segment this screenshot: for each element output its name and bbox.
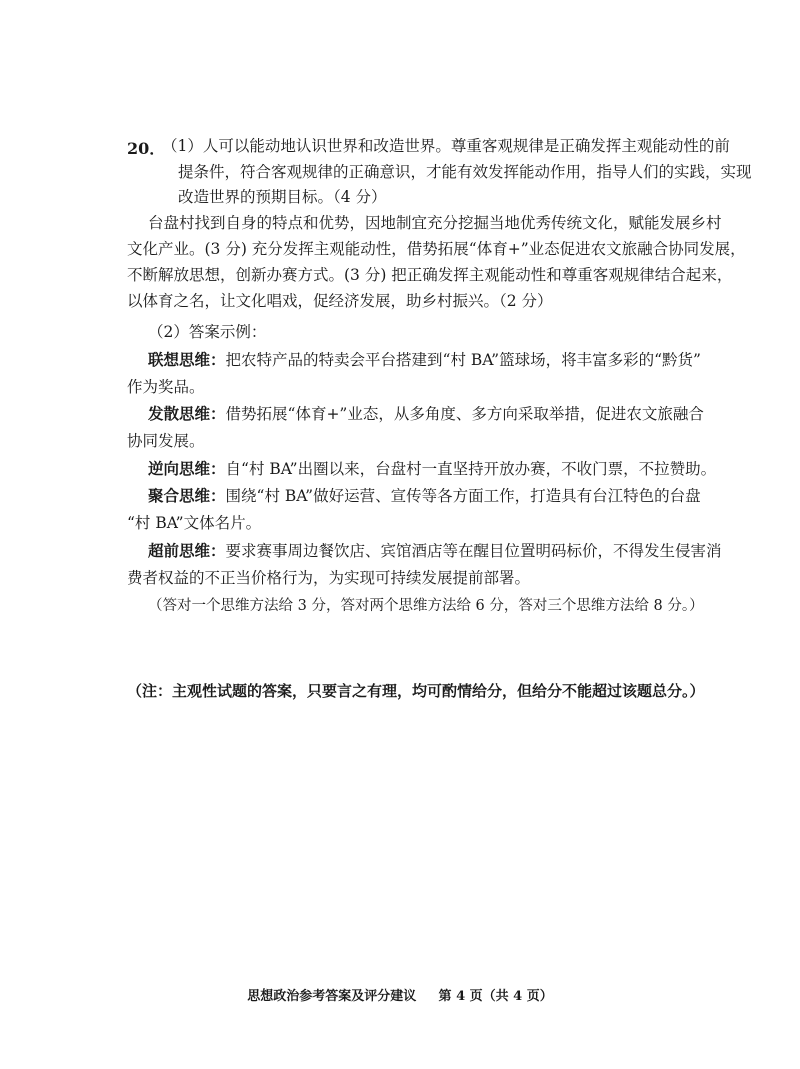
question-number: 20． xyxy=(127,139,166,158)
example-association-line-1: 联想思维：把农特产品的特卖会平台搭建到“村 BA”篮球场，将丰富多彩的“黔货” xyxy=(148,350,701,369)
footer-title: 思想政治参考答案及评分建议 xyxy=(247,989,417,1004)
part1-line-2: 提条件，符合客观规律的正确意识，才能有效发挥能动作用，指导人们的实践，实现 xyxy=(178,163,752,181)
scoring-note: （答对一个思维方法给 3 分，答对两个思维方法给 6 分，答对三个思维方法给 8 分。） xyxy=(148,598,704,614)
part2-heading: （2）答案示例： xyxy=(148,323,267,341)
part1-line-3: 改造世界的预期目标。（4 分） xyxy=(178,188,387,206)
part1-line-1: （1）人可以能动地认识世界和改造世界。尊重客观规律是正确发挥主观能动性的前 xyxy=(162,137,730,155)
example-association-line-2: 作为奖品。 xyxy=(127,378,205,396)
term-reverse: 逆向思维： xyxy=(148,459,226,478)
term-divergent: 发散思维： xyxy=(148,404,226,423)
example-convergent-line-2: “村 BA”文体名片。 xyxy=(127,514,262,532)
example-foresight-line-1: 超前思维：要求赛事周边餐饮店、宾馆酒店等在醒目位置明码标价，不得发生侵害消 xyxy=(148,541,722,560)
term-association: 联想思维： xyxy=(148,350,226,369)
example-divergent-line-1: 发散思维：借势拓展“体育+”业态，从多角度、多方向采取举措，促进农文旅融合 xyxy=(148,404,704,423)
part1-line-5: 文化产业。(3 分) 充分发挥主观能动性，借势拓展“体育+”业态促进农文旅融合协同发展， xyxy=(127,240,746,258)
term-convergent: 聚合思维： xyxy=(148,486,226,505)
part1-line-6: 不断解放思想，创新办赛方式。(3 分) 把正确发挥主观能动性和尊重客观规律结合起来， xyxy=(127,266,733,284)
example-foresight-line-2: 费者权益的不正当价格行为，为实现可持续发展提前部署。 xyxy=(127,569,531,587)
page-footer xyxy=(0,985,800,1004)
example-convergent-line-1: 聚合思维：围绕“村 BA”做好运营、宣传等各方面工作，打造具有台江特色的台盘 xyxy=(148,486,701,505)
part1-label: （1） xyxy=(162,137,203,155)
example-divergent-line-2: 协同发展。 xyxy=(127,432,205,450)
term-foresight: 超前思维： xyxy=(148,541,226,560)
part1-line-4: 台盘村找到自身的特点和优势，因地制宜充分挖掘当地优秀传统文化，赋能发展乡村 xyxy=(148,214,722,232)
footer-page-number: 第 4 页（共 4 页） xyxy=(438,989,553,1004)
part1-line-7: 以体育之名，让文化唱戏，促经济发展，助乡村振兴。（2 分） xyxy=(127,292,553,310)
grading-note: （注：主观性试题的答案，只要言之有理，均可酌情给分，但给分不能超过该题总分。） xyxy=(127,682,705,700)
example-reverse-line-1: 逆向思维：自“村 BA”出圈以来，台盘村一直坚持开放办赛，不收门票，不拉赞助。 xyxy=(148,459,717,478)
